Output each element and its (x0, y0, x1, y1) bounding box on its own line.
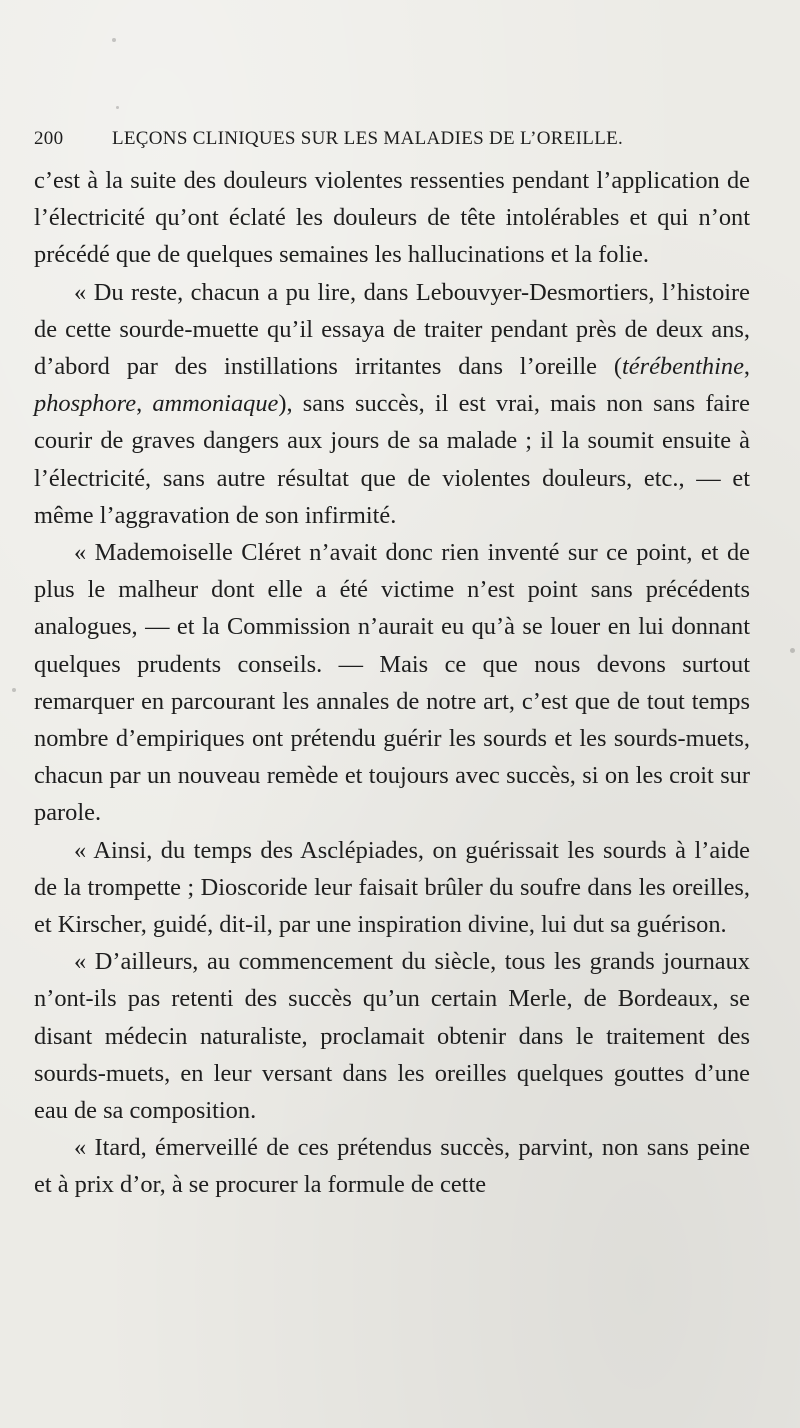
page-number: 200 (34, 128, 64, 149)
body-text (34, 162, 750, 1204)
italic-term: phosphore (34, 390, 137, 418)
paragraph (34, 274, 750, 534)
italic-term: ammoniaque (152, 390, 279, 418)
paragraph: c’est à la suite des douleurs violentes ressenties pendant l’application de l’électricité qu’ont éclaté les douleurs de tête intolérables et qui n’ont précédé que de quelques semaines les hallucinations et la folie. (34, 167, 750, 269)
ink-speck (116, 106, 119, 109)
separator: , (743, 353, 750, 381)
ink-speck (790, 648, 795, 653)
book-page (34, 128, 750, 1204)
ink-speck (112, 38, 116, 42)
paragraph: « D’ailleurs, au commencement du siècle, tous les grands journaux n’ont-ils pas retenti des succès qu’un certain Merle, de Bordeaux, se disant médecin naturaliste, proclamait obtenir dans le traitement des sourds-muets, en leur versant dans les oreilles quelques gouttes d’une eau de sa composition. (34, 948, 750, 1125)
separator: , (136, 390, 153, 418)
paragraph: « Ainsi, du temps des Asclépiades, on guérissait les sourds à l’aide de la trompette ; Dioscoride leur faisait brûler du soufre dans les oreilles, et Kirscher, guidé, dit-il, par une inspiration divine, lui dut sa guérison. (34, 836, 750, 939)
paragraph-text: « Du reste, chacun a pu lire, dans Lebouvyer-Desmortiers, l’histoire de cette sourde-muette qu’il essaya de traiter pendant près de deux ans, d’abord par des instillations irritantes dans l’oreille ( (34, 278, 750, 381)
ink-speck (12, 688, 16, 692)
paragraph: « Itard, émerveillé de ces prétendus succès, parvint, non sans peine et à prix d’or, à se procurer la formule de cette (34, 1134, 750, 1199)
paragraph-text: ), sans succès, il est vrai, mais non sans faire courir de graves dangers aux jours de sa malade ; il la soumit ensuite à l’électricité, sans autre résultat que de violentes douleurs, etc., — et même l’aggravation de son infirmité. (34, 390, 750, 529)
running-head (34, 128, 750, 162)
running-title: LEÇONS CLINIQUES SUR LES MALADIES DE L’OREILLE. (112, 128, 624, 149)
italic-term: térébenthine (621, 353, 744, 381)
paragraph: « Mademoiselle Cléret n’avait donc rien inventé sur ce point, et de plus le malheur dont elle a été victime n’est point sans précédents analogues, — et la Commission n’aurait eu qu’à se louer en lui donnant quelques prudents conseils. — Mais ce que nous devons surtout remarquer en parcourant les annales de notre art, c’est que de tout temps nombre d’empiriques ont prétendu guérir les sourds et les sourds-muets, chacun par un nouveau remède et toujours avec succès, si on les croit sur parole. (34, 539, 750, 827)
